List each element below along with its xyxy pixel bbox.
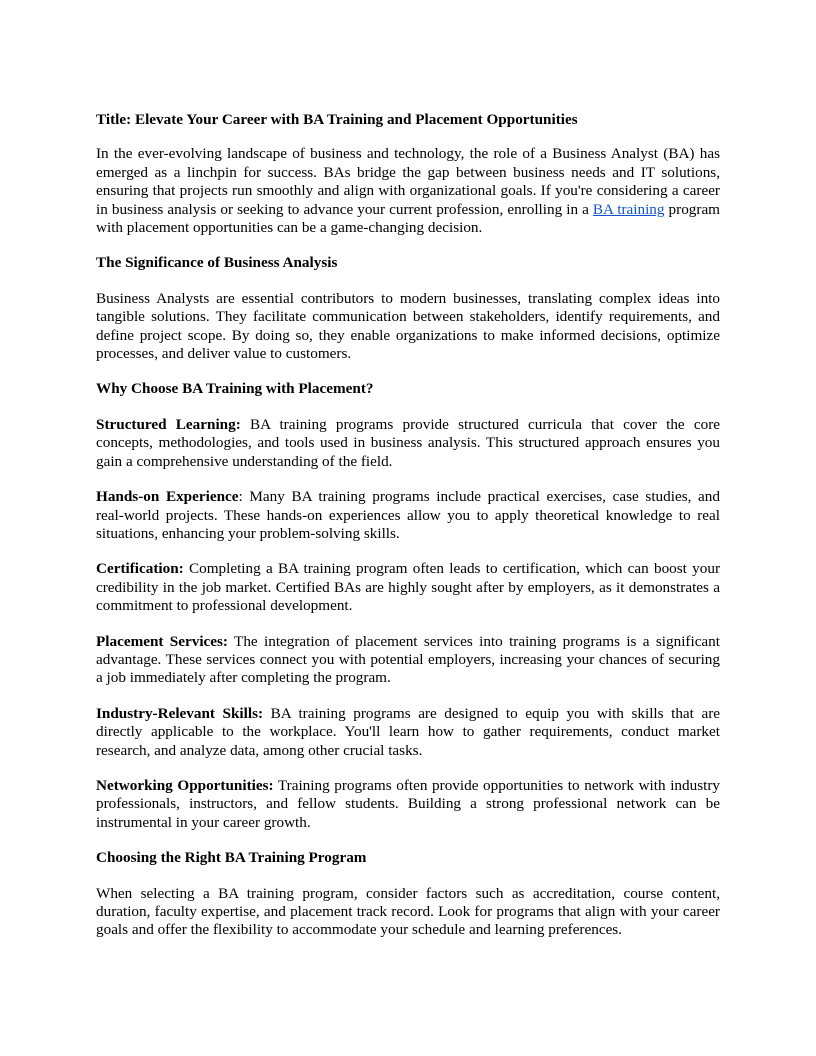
why-item-term: Structured Learning:	[96, 415, 241, 433]
why-item-placement-services	[96, 633, 720, 688]
document-page	[96, 111, 720, 957]
why-item-text: Completing a BA training program often leads to certification, which can boost your credibility in the job market. Certified BAs are highly sought after by employers, as it demonstrates a commitment to professional development.	[96, 560, 720, 615]
why-item-text: BA training programs provide structured curricula that cover the core concepts, methodologies, and tools used in business analysis. This structured approach ensures you gain a comprehensive understanding of the field.	[96, 415, 721, 470]
why-item-text: Training programs often provide opportunities to network with industry professionals, instructors, and fellow students. Building a strong professional network can be instrumental in your career growth.	[96, 776, 720, 831]
intro-paragraph	[96, 145, 720, 237]
choosing-heading: Choosing the Right BA Training Program	[96, 849, 367, 867]
why-item-text: : Many BA training programs include practical exercises, case studies, and real-world projects. These hands-on experiences allow you to apply theoretical knowledge to real situations, enhancing your problem-solving skills.	[96, 488, 720, 542]
why-item-industry-relevant-skills	[96, 705, 720, 760]
why-item-term: Placement Services:	[96, 632, 228, 650]
why-item-term: Networking Opportunities:	[96, 776, 274, 794]
choosing-paragraph: When selecting a BA training program, consider factors such as accreditation, course content, duration, faculty expertise, and placement track record. Look for programs that align with your career goals and offer the flexibility to accommodate your schedule and learning preferences.	[96, 884, 720, 939]
why-item-term: Certification:	[96, 560, 184, 578]
significance-heading: The Significance of Business Analysis	[96, 254, 338, 272]
why-item-hands-on-experience	[96, 488, 720, 543]
why-item-term: Industry-Relevant Skills:	[96, 704, 264, 722]
why-item-certification	[96, 560, 720, 615]
why-heading: Why Choose BA Training with Placement?	[96, 380, 374, 398]
intro-text-before-link: In the ever-evolving landscape of business and technology, the role of a Business Analyst (BA) has emerged as a linchpin for success. BAs bridge the gap between business needs and IT solutions, ensuring that projects run smoothly and align with organizational goals. If you're considering a career in business analysis or seeking to advance your current profession, enrolling in a	[96, 145, 720, 218]
why-item-text: BA training programs are designed to equip you with skills that are directly applicable to the workplace. You'll learn how to gather requirements, conduct market research, and analyze data, among other crucial tasks.	[96, 704, 720, 759]
document-title: Title: Elevate Your Career with BA Training and Placement Opportunities	[96, 111, 578, 128]
ba-training-link[interactable]: BA training	[592, 200, 665, 218]
why-item-structured-learning	[96, 416, 720, 471]
significance-paragraph: Business Analysts are essential contributors to modern businesses, translating complex ideas into tangible solutions. They facilitate communication between stakeholders, identify requirements, and define project scope. By doing so, they enable organizations to make informed decisions, optimize processes, and deliver value to customers.	[96, 289, 720, 363]
why-item-networking-opportunities	[96, 777, 720, 832]
why-item-text: The integration of placement services into training programs is a significant advantage. These services connect you with potential employers, increasing your chances of securing a job immediately after completing the program.	[96, 632, 720, 687]
why-item-term: Hands-on Experience	[96, 488, 239, 506]
intro-text-after-link: program with placement opportunities can be a game-changing decision.	[96, 200, 720, 237]
